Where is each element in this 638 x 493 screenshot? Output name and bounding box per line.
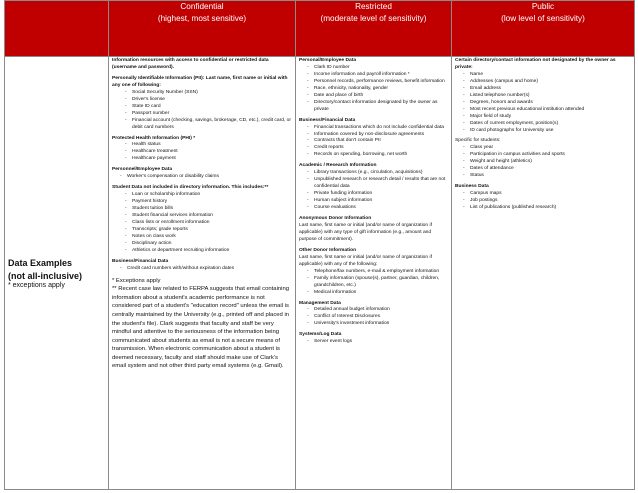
list-item: - Class lists or enrollment information [125, 220, 292, 227]
conf-business-heading: Business/Financial Data [112, 258, 169, 264]
header-confidential [109, 1, 296, 57]
data-classification-table [4, 0, 635, 490]
pub-intro-list [455, 72, 631, 135]
rest-mgmt-list [299, 307, 448, 328]
list-item: - Participation in campus activities and sports [463, 152, 631, 159]
list-item: - Status [463, 173, 631, 180]
list-item: - Dates of attendance [463, 166, 631, 173]
list-item: - List of publications (published research) [463, 205, 631, 212]
list-item: - Class year [463, 145, 631, 152]
rest-anon-donor-heading: Anonymous Donor Information [299, 216, 372, 222]
list-item: - Notes on class work [125, 234, 292, 241]
conf-personnel-heading: Personnel/Employee Data [112, 167, 173, 173]
list-item: - Medical information [307, 290, 448, 297]
list-item: - Credit reports [307, 145, 448, 152]
list-item: - Private funding information [307, 191, 448, 198]
list-item: - ID card photographs for University use [463, 128, 631, 135]
list-item: - Directory/contact information designated by the owner as private [307, 100, 448, 114]
conf-note-exceptions: * Exceptions apply [112, 277, 161, 284]
list-item: - Server event logs [307, 339, 448, 346]
restricted-subtitle: (moderate level of sensitivity) [320, 13, 427, 23]
header-public [452, 1, 635, 57]
list-item: - Detailed annual budget information [307, 307, 448, 314]
conf-student-heading: Student Data not included in directory information. This includes:** [112, 185, 269, 191]
list-item: - Contracts that don't contain PII [307, 138, 448, 145]
confidential-cell [109, 57, 296, 490]
row-label-title: Data Examples [8, 258, 73, 269]
conf-phi-list [112, 142, 292, 163]
list-item: - Most recent previous educational institution attended [463, 107, 631, 114]
header-corner-cell [5, 1, 109, 57]
list-item: - Disciplinary action [125, 241, 292, 248]
list-item: - Email address [463, 86, 631, 93]
list-item: - Athletics or department recruiting information [125, 248, 292, 255]
restricted-cell [296, 57, 452, 490]
list-item: - Addresses (campus and home) [463, 79, 631, 86]
list-item: - Social Security Number (SSN) [125, 90, 292, 97]
public-subtitle: (low level of sensitivity) [501, 13, 585, 23]
list-item: - Race, ethnicity, nationality, gender [307, 86, 448, 93]
rest-academic-list [299, 170, 448, 212]
header-row [5, 1, 635, 57]
pub-students-heading: Specific for students: [455, 138, 501, 144]
list-item: - Student financial services information [125, 213, 292, 220]
confidential-title: Confidential [180, 2, 224, 11]
list-item: - Records on spending, borrowing, net worth [307, 152, 448, 159]
list-item: - Health status [125, 142, 292, 149]
list-item: - Driver's license [125, 97, 292, 104]
conf-note-ferpa: ** Recent case law related to FERPA suggests that email containing information about a student's academic performance is not considered part of a student's "education record" unless the email is centrally maintained by the University (e.g., printed off and placed in the student's file). Clark suggests that faculty and staff be very mindful and attentive to the seriousness of the information being communicated about students as email is not a secure means of transmission. When electronic communication about a student is deemed necessary, faculty and staff should make use of Clark's email system and not other third party email systems (e.g. Gmail). [112, 286, 290, 370]
list-item: - Weight and height (athletics) [463, 159, 631, 166]
list-item: - Transcripts; grade reports [125, 227, 292, 234]
list-item: - Campus maps [463, 191, 631, 198]
list-item: - Job postings [463, 198, 631, 205]
list-item: - Income information and payroll information * [307, 72, 448, 79]
pub-students-list [455, 145, 631, 180]
conf-pii-list [112, 90, 292, 132]
list-item: - Dates of current employment, position(s) [463, 121, 631, 128]
pub-business-list [455, 191, 631, 212]
row-label-subtitle: (not all-inclusive) [8, 270, 83, 281]
rest-other-donor-text: Last name, first name or initial (and/or name of organization if applicable) with any of the following: [299, 254, 432, 267]
list-item: - Healthcare treatment [125, 149, 292, 156]
row-label-cell [5, 57, 109, 490]
list-item: - Clark ID number [307, 65, 448, 72]
list-item: - Date and place of birth [307, 93, 448, 100]
list-item: - Healthcare payment [125, 156, 292, 163]
list-item: - Conflict of Interest Disclosures [307, 314, 448, 321]
rest-systems-heading: Systems/Log Data [299, 332, 342, 338]
list-item: - Credit card numbers with/without expiration dates [120, 266, 292, 273]
list-item: - Worker's compensation or disability claims [120, 174, 292, 181]
list-item: - Human subject information [307, 198, 448, 205]
data-examples-row [5, 57, 635, 490]
confidential-subtitle: (highest, most sensitive) [157, 13, 247, 23]
list-item: - Listed telephone number(s) [463, 93, 631, 100]
list-item: - Degrees, honors and awards [463, 100, 631, 107]
list-item: - University's investment information [307, 321, 448, 328]
restricted-title: Restricted [355, 2, 392, 11]
list-item: - Personnel records, performance reviews, benefit information [307, 79, 448, 86]
rest-academic-heading: Academic / Research Information [299, 163, 377, 169]
list-item: - Student tuition bills [125, 206, 292, 213]
list-item: - Passport number [125, 111, 292, 118]
pub-intro: Certain directory/contact information not designated by the owner as private: [455, 58, 616, 70]
list-item: - Financial account (checking, savings, brokerage, CD, etc.), credit card, or debit card numbers [125, 118, 292, 132]
row-label-note: * exceptions apply [8, 281, 65, 289]
conf-student-list [112, 192, 292, 255]
header-restricted [296, 1, 452, 57]
rest-other-donor-list [299, 269, 448, 297]
rest-mgmt-heading: Management Data [299, 300, 341, 306]
conf-intro: Information resources with access to confidential or restricted data (username and password). [112, 58, 269, 70]
list-item: - Name [463, 72, 631, 79]
list-item: - Family information (spouse(s), partner, guardian, children, grandchildren, etc.) [307, 276, 448, 290]
conf-pii-heading: Personally Identifiable Information (PII): Last name, first name or initial with any one of following: [112, 75, 288, 88]
list-item: - State ID card [125, 104, 292, 111]
list-item: - Course evaluations [307, 205, 448, 212]
rest-other-donor-heading: Other Donor Information [299, 247, 357, 253]
public-title: Public [531, 2, 555, 11]
public-cell [452, 57, 635, 490]
rest-business-list [299, 125, 448, 160]
rest-anon-donor-text: Last name, first name or initial (and/or name of organization if applicable) with any type of gift information (e.g., amount and purpose of commitment). [299, 222, 432, 242]
rest-personnel-heading: Personal/Employee Data [299, 58, 357, 63]
conf-personnel-list [112, 174, 292, 181]
list-item: - Information covered by non-disclosure agreements [307, 132, 448, 139]
rest-systems-list [299, 339, 448, 346]
pub-business-heading: Business Data [455, 184, 489, 190]
list-item: - Loan or scholarship information [125, 192, 292, 199]
conf-phi-heading: Protected Health Information (PHI) * [112, 135, 196, 141]
list-item: - Telephone/fax numbers, e-mail & employment information [307, 269, 448, 276]
conf-business-list [112, 266, 292, 273]
rest-business-heading: Business/Financial Data [299, 117, 356, 123]
list-item: - Major field of study [463, 114, 631, 121]
list-item: - Library transactions (e.g., circulation, acquisitions) [307, 170, 448, 177]
list-item: - Financial transactions which do not include confidential data [307, 125, 448, 132]
list-item: - Unpublished research or research detail / results that are not confidential data [307, 177, 448, 191]
rest-personnel-list [299, 65, 448, 114]
list-item: - Payment history [125, 199, 292, 206]
